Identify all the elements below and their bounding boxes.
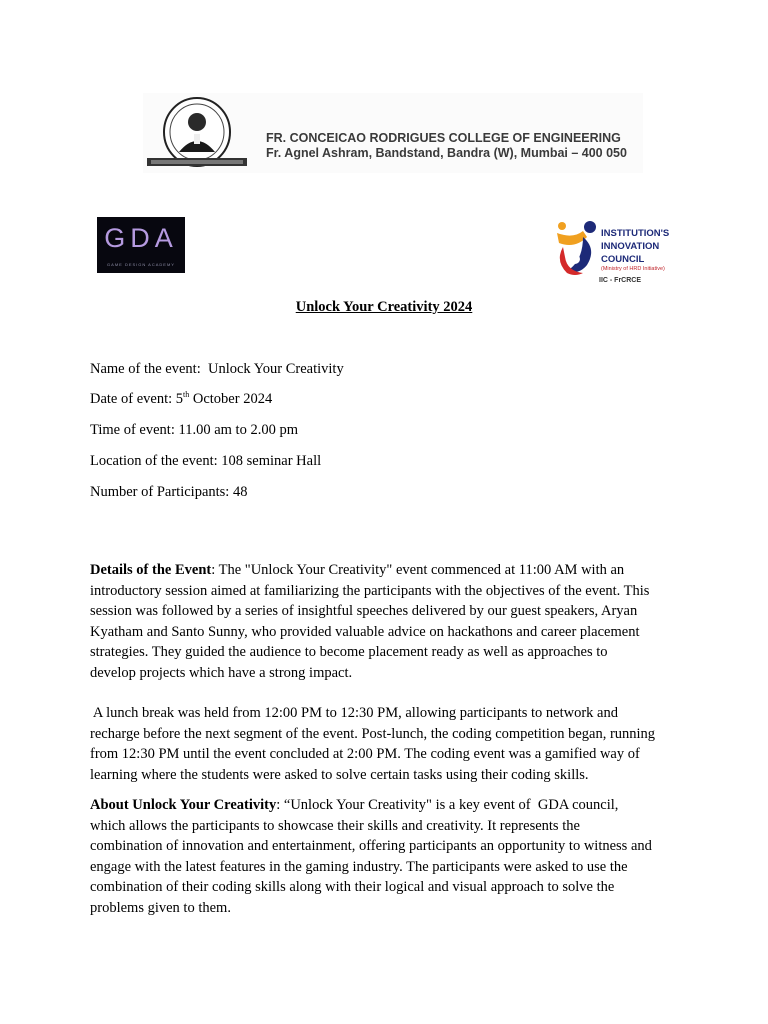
about-line: problems given to them.: [90, 899, 231, 916]
event-date-label: Date of event:: [90, 391, 173, 407]
college-name: FR. CONCEICAO RODRIGUES COLLEGE OF ENGINEERING: [266, 131, 621, 145]
event-date-rest: October 2024: [192, 391, 273, 407]
document-title: Unlock Your Creativity 2024: [295, 299, 473, 315]
gda-logo: [97, 217, 185, 273]
lunch-paragraph: [90, 703, 690, 785]
event-participants-label: Number of Participants:: [90, 484, 230, 500]
event-name-value: Unlock Your Creativity: [207, 361, 344, 377]
iic-title-line1: INSTITUTION'S: [601, 228, 670, 239]
iic-ministry-note: (Ministry of HRD Initiative): [601, 266, 665, 272]
event-time-label: Time of event:: [90, 422, 175, 438]
event-location-value: 108 seminar Hall: [221, 453, 322, 469]
lunch-line: A lunch break was held from 12:00 PM to 12:30 PM, allowing participants to network and: [90, 705, 618, 721]
about-line: which allows the participants to showcase their skills and creativity. It represents the: [90, 817, 580, 834]
details-heading: Details of the Event: [90, 562, 212, 578]
event-date-line: [90, 391, 272, 408]
about-line: About Unlock Your Creativity: “Unlock Your Creativity" is a key event of GDA council,: [90, 797, 619, 813]
lunch-line: recharge before the next segment of the event. Post-lunch, the coding competition began, running: [90, 725, 656, 742]
about-paragraph: [90, 795, 690, 918]
college-header-banner: [143, 93, 643, 173]
about-line: engage with the latest features in the gaming industry. The participants were asked to use the: [90, 858, 628, 875]
event-location-line: [90, 453, 321, 470]
lunch-line: from 12:30 PM until the event concluded at 2:00 PM. The coding event was a gamified way of: [90, 746, 640, 762]
iic-logo: [553, 215, 678, 290]
about-line: combination of innovation and entertainment, offering participants an opportunity to witness and: [90, 838, 652, 854]
event-participants-value: 48: [232, 484, 248, 500]
about-line: combination of their coding skills along with their logical and visual approach to solve the: [90, 879, 615, 895]
details-line: Details of the Event: The "Unlock Your Creativity" event commenced at 11:00 AM with an: [90, 562, 625, 578]
gda-logo-tagline: GAME DESIGN ACADEMY: [107, 262, 175, 267]
details-line: develop projects which have a strong impact.: [90, 664, 353, 681]
details-paragraph: [90, 560, 690, 683]
event-name-label: Name of the event:: [90, 361, 201, 377]
event-name-line: [90, 361, 344, 378]
iic-title-line2: INNOVATION: [601, 241, 660, 252]
event-participants-line: [90, 484, 247, 501]
college-address: Fr. Agnel Ashram, Bandstand, Bandra (W), Mumbai – 400 050: [266, 146, 627, 160]
lunch-line: learning where the students were asked to solve certain tasks using their coding skills.: [90, 766, 589, 783]
details-line: Kyatham and Santo Sunny, who provided valuable advice on hackathons and career placement: [90, 623, 640, 640]
iic-subtitle: IIC - FrCRCE: [599, 277, 641, 284]
about-heading: About Unlock Your Creativity: [90, 797, 277, 813]
event-date-day: 5: [175, 391, 184, 407]
iic-emblem-icon: [553, 217, 601, 279]
details-line: strategies. They guided the audience to become placement ready as well as approaches to: [90, 644, 608, 660]
gda-logo-text: GDA: [104, 223, 178, 253]
iic-title-line3: COUNCIL: [601, 254, 645, 265]
event-time-line: [90, 422, 298, 439]
details-line: introductory session aimed at familiarizing the participants with the objectives of the event. This: [90, 582, 650, 599]
event-location-label: Location of the event:: [90, 453, 218, 469]
details-line: session was followed by a series of insightful speeches delivered by our guest speakers, Aryan: [90, 603, 638, 619]
event-time-value: 11.00 am to 2.00 pm: [178, 422, 298, 438]
event-date-suffix: th: [183, 390, 190, 399]
college-seal-logo: [145, 94, 249, 172]
